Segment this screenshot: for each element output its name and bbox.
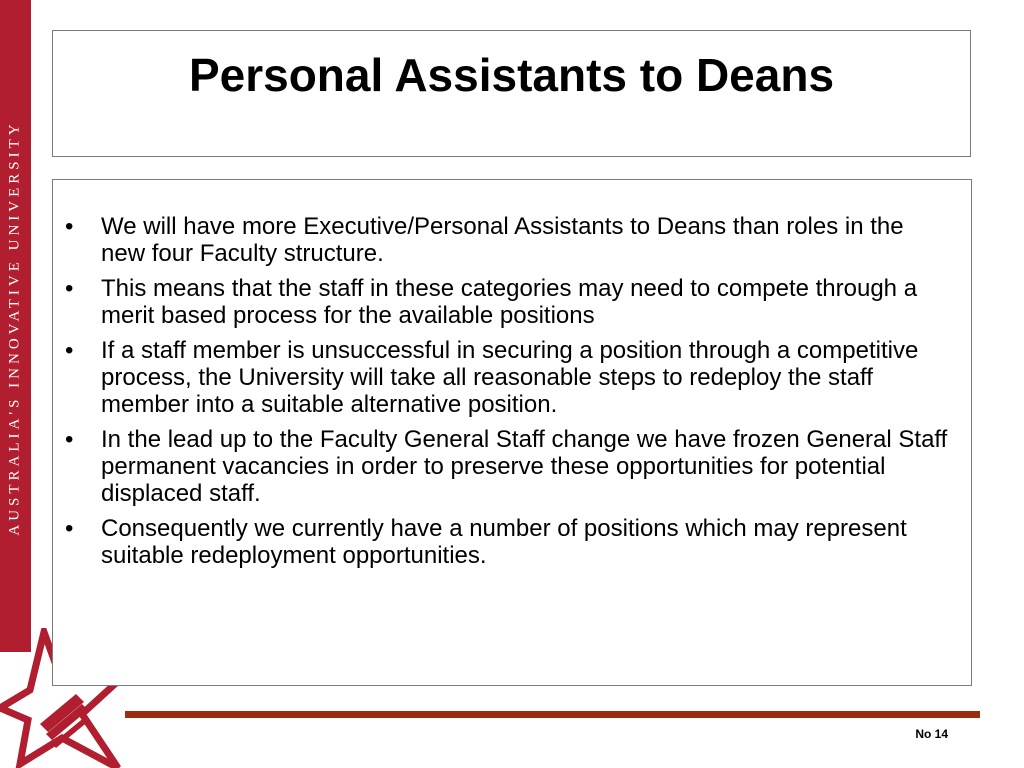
bullet-dot: •: [65, 515, 74, 542]
slide-title: Personal Assistants to Deans: [188, 49, 835, 101]
bullet-item: [61, 275, 951, 329]
bullet-dot: •: [65, 213, 74, 240]
footer-divider: [125, 711, 980, 718]
university-side-band: [0, 0, 31, 652]
bullet-item: [61, 213, 951, 267]
bullet-text: We will have more Executive/Personal Assistants to Deans than roles in the new four Faculty structure.: [101, 213, 904, 267]
university-tagline: AUSTRALIA'S INNOVATIVE UNIVERSITY: [6, 120, 23, 536]
content-box: [52, 179, 972, 686]
bullet-text: If a staff member is unsuccessful in securing a position through a competitive process, the University will take all reasonable steps to redeploy the staff member into a suitable alternative position.: [101, 337, 919, 418]
bullet-dot: •: [65, 337, 74, 364]
bullet-text: In the lead up to the Faculty General Staff change we have frozen General Staff permanent vacancies in order to preserve these opportunities for potential displaced staff.: [101, 426, 948, 507]
bullet-item: [61, 337, 951, 418]
title-box: [52, 30, 971, 157]
bullet-item: [61, 426, 951, 507]
bullet-dot: •: [65, 275, 74, 302]
page-number: No 14: [915, 727, 948, 741]
bullet-text: Consequently we currently have a number of positions which may represent suitable redeployment opportunities.: [101, 515, 907, 569]
bullet-text: This means that the staff in these categories may need to compete through a merit based process for the available positions: [101, 275, 918, 329]
bullet-list: [53, 180, 971, 569]
bullet-dot: •: [65, 426, 74, 453]
bullet-item: [61, 515, 951, 569]
